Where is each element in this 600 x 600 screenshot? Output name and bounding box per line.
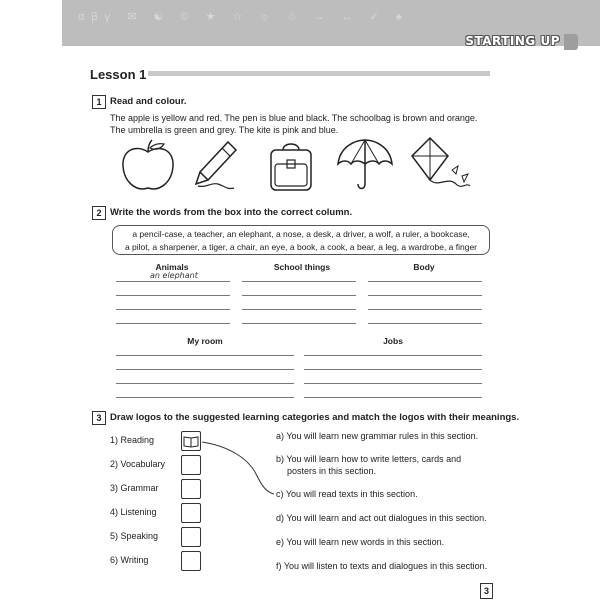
exercise-1-text-line1: The apple is yellow and red. The pen is blue and black. The schoolbag is brown and orange. [110, 113, 478, 123]
category-speaking: 5) Speaking [110, 531, 159, 541]
answer-line[interactable] [116, 309, 230, 310]
book-icon [182, 432, 200, 450]
lesson-title: Lesson 1 [90, 67, 147, 82]
meaning-c: c) You will read texts in this section. [276, 489, 418, 499]
answer-line[interactable] [304, 397, 482, 398]
answer-line[interactable] [368, 323, 482, 324]
column-header-jobs: Jobs [383, 336, 403, 346]
answer-line[interactable] [242, 295, 356, 296]
answer-line[interactable] [242, 281, 356, 282]
answer-line[interactable] [116, 397, 294, 398]
meaning-d: d) You will learn and act out dialogues in this section. [276, 513, 487, 523]
page-number: 3 [480, 583, 493, 599]
answer-line[interactable] [304, 355, 482, 356]
meaning-b: b) You will learn how to write letters, cards and [276, 454, 462, 464]
word-box-line1: a pencil-case, a teacher, an elephant, a nose, a desk, a driver, a wolf, a ruler, a bookcase, [132, 229, 470, 239]
meaning-b-continued: posters in this section. [287, 466, 377, 476]
category-listening: 4) Listening [110, 507, 157, 517]
answer-line[interactable] [116, 281, 230, 282]
answer-line[interactable] [116, 383, 294, 384]
column-header-school-things: School things [273, 262, 331, 272]
logo-box-speaking[interactable] [181, 527, 201, 547]
meaning-f: f) You will listen to texts and dialogues in this section. [276, 561, 488, 571]
logo-box-grammar[interactable] [181, 479, 201, 499]
logo-box-reading[interactable] [181, 431, 201, 451]
answer-line[interactable] [368, 295, 482, 296]
meaning-e: e) You will learn new words in this section. [276, 537, 445, 547]
schoolbag-picture[interactable] [265, 140, 317, 194]
column-header-body: Body [413, 262, 435, 272]
apple-picture[interactable] [118, 138, 178, 194]
exercise-1-text-line2: The umbrella is green and grey. The kite is pink and blue. [110, 125, 339, 135]
section-tab [564, 34, 578, 50]
answer-line[interactable] [368, 281, 482, 282]
logo-box-writing[interactable] [181, 551, 201, 571]
answer-line[interactable] [368, 309, 482, 310]
category-vocabulary: 2) Vocabulary [110, 459, 166, 469]
logo-box-listening[interactable] [181, 503, 201, 523]
exercise-1-instruction: Read and colour. [110, 96, 187, 107]
answer-line[interactable] [304, 369, 482, 370]
matching-line [200, 434, 280, 500]
logo-box-vocabulary[interactable] [181, 455, 201, 475]
meaning-a: a) You will learn new grammar rules in this section. [276, 431, 479, 441]
column-header-animals: Animals [155, 262, 189, 272]
exercise-3-instruction: Draw logos to the suggested learning categories and match the logos with their meanings. [110, 412, 520, 423]
kite-picture[interactable] [408, 136, 472, 194]
word-box-line2: a pilot, a sharpener, a tiger, a chair, an eye, a book, a cook, a bear, a leg, a wardrobe, a finger [124, 242, 478, 252]
answer-line[interactable] [116, 369, 294, 370]
exercise-2-instruction: Write the words from the box into the correct column. [110, 207, 353, 218]
word-box [112, 225, 490, 255]
lesson-rule [148, 71, 490, 76]
umbrella-picture[interactable] [334, 136, 396, 194]
answer-line[interactable] [116, 323, 230, 324]
column-header-my-room: My room [187, 336, 223, 346]
answer-line[interactable] [242, 309, 356, 310]
answer-line[interactable] [116, 355, 294, 356]
section-title: STARTING UP [465, 34, 560, 48]
category-reading: 1) Reading [110, 435, 155, 445]
exercise-3-number: 3 [92, 411, 106, 425]
answer-line[interactable] [116, 295, 230, 296]
category-writing: 6) Writing [110, 555, 149, 565]
exercise-1-number: 1 [92, 95, 106, 109]
pen-picture[interactable] [192, 138, 242, 194]
example-answer: an elephant [150, 271, 198, 280]
exercise-2-number: 2 [92, 206, 106, 220]
category-grammar: 3) Grammar [110, 483, 159, 493]
answer-line[interactable] [304, 383, 482, 384]
answer-line[interactable] [242, 323, 356, 324]
header-decoration: αβγ ✉ ☯ © ★ ☆ ☼ ☃ → ↔ ✓ ♠ [78, 11, 409, 23]
